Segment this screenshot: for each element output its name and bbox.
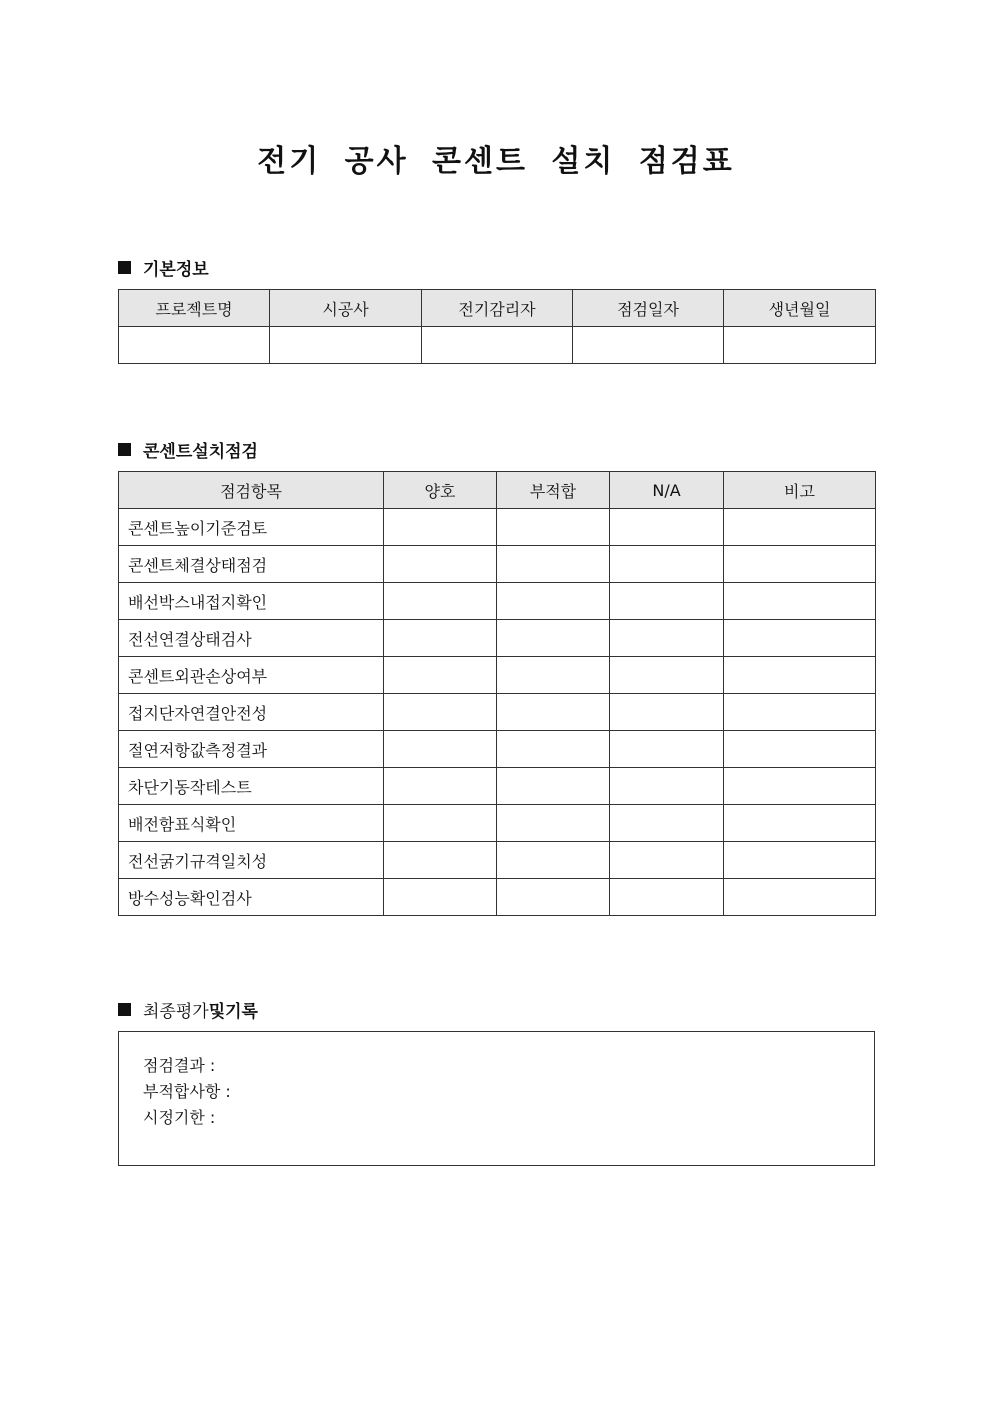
good-cell[interactable]: [384, 768, 497, 805]
table-row: [119, 805, 876, 842]
result-label: 점검결과 :: [143, 1056, 216, 1075]
header-check-item: 점검항목: [119, 472, 384, 509]
evaluation-heading-label: 최종평가: [143, 1002, 209, 1022]
na-cell[interactable]: [610, 768, 724, 805]
header-inspection-date: 점검일자: [573, 290, 724, 327]
square-bullet-icon: [118, 443, 131, 456]
remarks-cell[interactable]: [724, 509, 876, 546]
nonconforming-cell[interactable]: [497, 509, 610, 546]
nonconforming-cell[interactable]: [497, 583, 610, 620]
square-bullet-icon: [118, 1003, 131, 1016]
evaluation-heading-label-bold: 및기록: [208, 1002, 258, 1022]
nonconforming-cell[interactable]: [497, 620, 610, 657]
remarks-cell[interactable]: [724, 842, 876, 879]
good-cell[interactable]: [384, 694, 497, 731]
nonconforming-cell[interactable]: [497, 694, 610, 731]
basic-info-input-row: [119, 327, 876, 364]
check-item-label: 전선연결상태검사: [119, 620, 384, 657]
good-cell[interactable]: [384, 546, 497, 583]
project-name-field[interactable]: [119, 327, 270, 364]
square-bullet-icon: [118, 261, 131, 274]
good-cell[interactable]: [384, 879, 497, 916]
header-birth-date: 생년월일: [724, 290, 876, 327]
header-supervisor: 전기감리자: [422, 290, 573, 327]
nonconforming-cell[interactable]: [497, 842, 610, 879]
page-title: 전기 공사 콘센트 설치 점검표: [257, 144, 735, 179]
nonconforming-cell[interactable]: [497, 805, 610, 842]
remarks-cell[interactable]: [724, 731, 876, 768]
header-good: 양호: [384, 472, 497, 509]
na-cell[interactable]: [610, 805, 724, 842]
check-item-label: 차단기동작테스트: [119, 768, 384, 805]
table-row: [119, 731, 876, 768]
header-project-name: 프로젝트명: [119, 290, 270, 327]
check-item-label: 배선박스내접지확인: [119, 583, 384, 620]
good-cell[interactable]: [384, 583, 497, 620]
na-cell[interactable]: [610, 731, 724, 768]
contractor-field[interactable]: [270, 327, 422, 364]
basic-info-heading: [118, 255, 209, 280]
inspection-heading: [118, 437, 258, 462]
birth-date-field[interactable]: [724, 327, 876, 364]
remarks-cell[interactable]: [724, 694, 876, 731]
na-cell[interactable]: [610, 620, 724, 657]
nonconformity-label: 부적합사항 :: [143, 1082, 231, 1101]
table-row: [119, 583, 876, 620]
nonconforming-cell[interactable]: [497, 657, 610, 694]
remarks-cell[interactable]: [724, 768, 876, 805]
check-item-label: 콘센트외관손상여부: [119, 657, 384, 694]
check-item-label: 배전함표식확인: [119, 805, 384, 842]
table-row: [119, 842, 876, 879]
nonconforming-cell[interactable]: [497, 879, 610, 916]
inspection-heading-label: 콘센트설치점검: [143, 442, 258, 462]
inspection-table: [118, 471, 876, 916]
check-item-label: 방수성능확인검사: [119, 879, 384, 916]
evaluation-box[interactable]: [118, 1031, 875, 1166]
table-row: [119, 768, 876, 805]
na-cell[interactable]: [610, 842, 724, 879]
inspection-date-field[interactable]: [573, 327, 724, 364]
good-cell[interactable]: [384, 620, 497, 657]
remarks-cell[interactable]: [724, 805, 876, 842]
correction-deadline-label: 시정기한 :: [143, 1108, 216, 1127]
good-cell[interactable]: [384, 731, 497, 768]
table-row: [119, 546, 876, 583]
check-item-label: 절연저항값측정결과: [119, 731, 384, 768]
na-cell[interactable]: [610, 657, 724, 694]
basic-info-table: [118, 289, 876, 364]
table-row: [119, 657, 876, 694]
basic-info-heading-label: 기본정보: [143, 260, 209, 280]
supervisor-field[interactable]: [422, 327, 573, 364]
check-item-label: 콘센트체결상태점검: [119, 546, 384, 583]
remarks-cell[interactable]: [724, 583, 876, 620]
na-cell[interactable]: [610, 694, 724, 731]
good-cell[interactable]: [384, 509, 497, 546]
nonconforming-cell[interactable]: [497, 731, 610, 768]
na-cell[interactable]: [610, 879, 724, 916]
na-cell[interactable]: [610, 509, 724, 546]
remarks-cell[interactable]: [724, 620, 876, 657]
check-item-label: 접지단자연결안전성: [119, 694, 384, 731]
table-row: [119, 879, 876, 916]
header-remarks: 비고: [724, 472, 876, 509]
header-nonconforming: 부적합: [497, 472, 610, 509]
good-cell[interactable]: [384, 805, 497, 842]
na-cell[interactable]: [610, 583, 724, 620]
remarks-cell[interactable]: [724, 879, 876, 916]
nonconforming-cell[interactable]: [497, 546, 610, 583]
inspection-header-row: [119, 472, 876, 509]
check-item-label: 콘센트높이기준검토: [119, 509, 384, 546]
table-row: [119, 694, 876, 731]
nonconforming-cell[interactable]: [497, 768, 610, 805]
remarks-cell[interactable]: [724, 657, 876, 694]
evaluation-heading: [118, 997, 258, 1022]
table-row: [119, 620, 876, 657]
remarks-cell[interactable]: [724, 546, 876, 583]
header-contractor: 시공사: [270, 290, 422, 327]
table-row: [119, 509, 876, 546]
na-cell[interactable]: [610, 546, 724, 583]
header-na: N/A: [610, 472, 724, 509]
good-cell[interactable]: [384, 657, 497, 694]
basic-info-header-row: [119, 290, 876, 327]
good-cell[interactable]: [384, 842, 497, 879]
check-item-label: 전선굵기규격일치성: [119, 842, 384, 879]
